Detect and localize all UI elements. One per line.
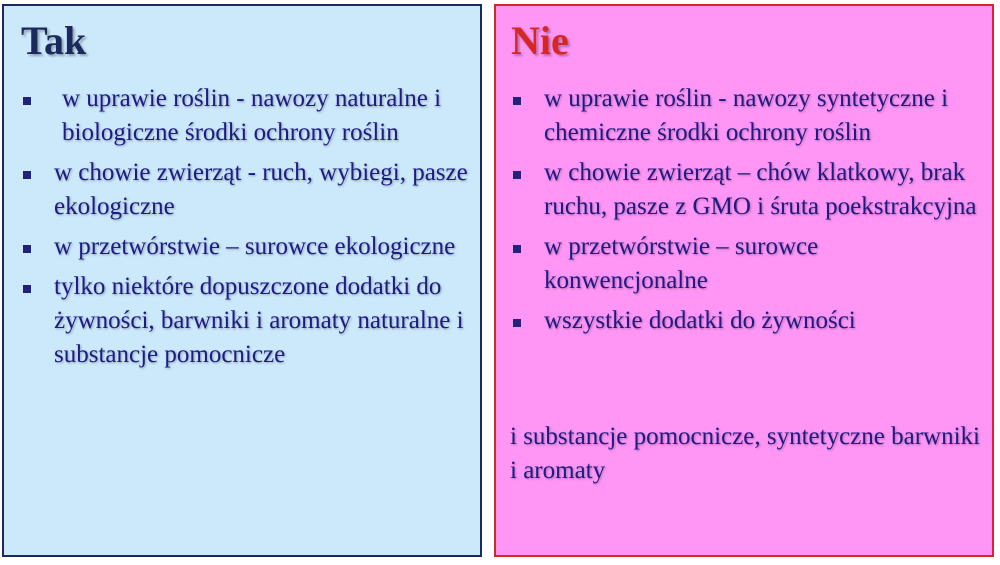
nie-item-text: wszystkie dodatki do żywności (544, 307, 856, 334)
nie-panel (494, 4, 994, 557)
tak-item-text: w uprawie roślin - nawozy naturalne i biologiczne środki ochrony roślin (62, 85, 442, 146)
nie-heading: Nie (511, 18, 569, 63)
square-bullet-icon (513, 171, 521, 179)
nie-list-item (510, 230, 988, 298)
tak-heading: Tak (21, 18, 87, 63)
tak-item-text: tylko niektóre dopuszczone dodatki do żywności, barwniki i aromaty naturalne i substancje pomocnicze (54, 273, 464, 368)
nie-item-text: w uprawie roślin - nawozy syntetyczne i chemiczne środki ochrony roślin (544, 85, 949, 146)
square-bullet-icon (513, 245, 521, 253)
tak-list-item (20, 156, 470, 224)
square-bullet-icon (513, 97, 521, 105)
square-bullet-icon (23, 171, 31, 179)
square-bullet-icon (23, 97, 31, 105)
nie-continuation-text: i substancje pomocnicze, syntetyczne barwniki i aromaty (510, 423, 980, 484)
tak-panel (2, 4, 482, 557)
nie-item-text: w przetwórstwie – surowce konwencjonalne (544, 233, 819, 294)
square-bullet-icon (513, 319, 521, 327)
tak-list-item (20, 270, 470, 372)
tak-list-item (20, 230, 470, 264)
nie-list-item (510, 304, 988, 338)
nie-item-text: w chowie zwierząt – chów klatkowy, brak ruchu, pasze z GMO i śruta poekstrakcyjna (544, 159, 977, 220)
nie-list-item (510, 82, 988, 150)
tak-item-text: w przetwórstwie – surowce ekologiczne (54, 233, 456, 260)
nie-list-item (510, 156, 988, 224)
square-bullet-icon (23, 285, 31, 293)
tak-list (20, 82, 470, 378)
tak-item-text: w chowie zwierząt - ruch, wybiegi, pasze ekologiczne (54, 159, 468, 220)
tak-list-item (20, 82, 470, 150)
nie-list (510, 82, 988, 338)
square-bullet-icon (23, 245, 31, 253)
